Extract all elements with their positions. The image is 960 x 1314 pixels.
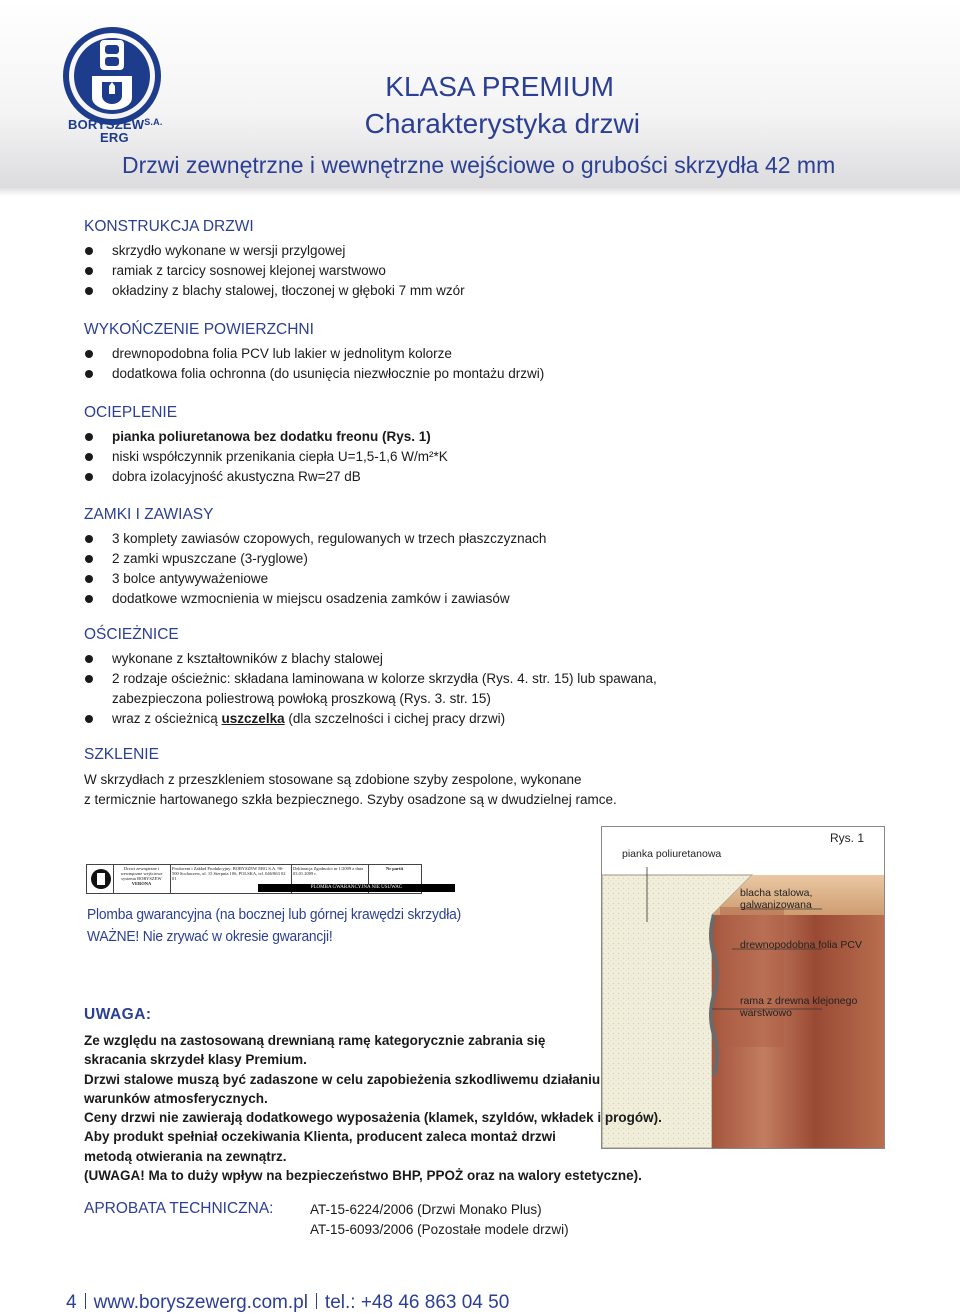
list-item-line: zabezpieczona poliestrową powłoką proszkową (Rys. 3. str. 15) bbox=[112, 691, 491, 706]
konstrukcja-list bbox=[84, 241, 465, 301]
list-item: 3 bolce antywyważeniowe bbox=[84, 569, 546, 589]
list-item-line: 2 rodzaje ościeżnic: składana laminowana w kolorze skrzydła (Rys. 4. str. 15) lub spawana, bbox=[112, 671, 657, 686]
seal-product-cell bbox=[113, 865, 169, 893]
callout-pvc: drewnopodobna folia PCV bbox=[740, 939, 863, 951]
uwaga-line: metodą otwierania na zewnątrz. bbox=[84, 1148, 287, 1164]
callout-foam: pianka poliuretanowa bbox=[622, 848, 722, 860]
uwaga-line: Ceny drzwi nie zawierają dodatkowego wyposażenia (klamek, szyldów, wkładek i progów). bbox=[84, 1110, 662, 1126]
text-part: wraz z ościeżnicą bbox=[112, 711, 222, 726]
list-item: wykonane z kształtowników z blachy stalowej bbox=[84, 649, 657, 669]
section-title-zamki: ZAMKI I ZAWIASY bbox=[84, 506, 214, 523]
callout-line: warstwowo bbox=[740, 1007, 792, 1019]
uwaga-line: skracania skrzydeł klasy Premium. bbox=[84, 1052, 307, 1068]
paragraph-line: z termicznie hartowanego szkła bezpiecznego. Szyby osadzone są w dwudzielnej ramce. bbox=[84, 792, 617, 807]
uwaga-line: Drzwi stalowe muszą być zadaszone w celu zapobieżenia szkodliwemu działaniu bbox=[84, 1071, 601, 1087]
list-item: okładziny z blachy stalowej, tłoczonej w głęboki 7 mm wzór bbox=[84, 281, 465, 301]
uwaga-line: Ze względu na zastosowaną drewnianą ramę kategorycznie zabrania się bbox=[84, 1033, 546, 1048]
header-divider bbox=[0, 188, 960, 196]
list-item: ramiak z tarcicy sosnowej klejonej warstwowo bbox=[84, 261, 465, 281]
list-item: skrzydło wykonane w wersji przylgowej bbox=[84, 241, 465, 261]
list-item bbox=[84, 669, 657, 709]
footer-phone: tel.: +48 46 863 04 50 bbox=[324, 1292, 510, 1313]
aprobata-line: AT-15-6224/2006 (Drzwi Monako Plus) bbox=[310, 1202, 542, 1217]
szklenie-paragraph bbox=[84, 770, 617, 810]
uwaga-title: UWAGA: bbox=[84, 1006, 152, 1023]
plomba-warning: WAŻNE! Nie zrywać w okresie gwarancji! bbox=[87, 928, 333, 945]
callout-line: galwanizowana bbox=[740, 899, 812, 911]
uwaga-line: (UWAGA! Ma to duży wpływ na bezpieczeństwo BHP, PPOŻ oraz na walory estetyczne). bbox=[84, 1168, 642, 1184]
page-number: 4 bbox=[66, 1292, 77, 1313]
seal-declaration-cell: Deklaracja Zgodności nr 1/2009 z dnia 03.01.2009 r. bbox=[291, 865, 367, 893]
text-part-bold: uszczelka bbox=[221, 711, 285, 726]
callout-line: rama z drewna klejonego bbox=[740, 995, 858, 1007]
aprobata-list bbox=[310, 1200, 569, 1240]
seal-model: VERONA bbox=[131, 881, 152, 886]
callout-steel bbox=[740, 887, 812, 911]
logo-wordmark: $BORYSZEW^{S.A.}$ ERG bbox=[68, 117, 163, 145]
warranty-seal bbox=[86, 864, 422, 894]
list-item: 3 komplety zawiasów czopowych, regulowanych w trzech płaszczyznach bbox=[84, 529, 546, 549]
uwaga-text bbox=[84, 1031, 662, 1185]
page-footer bbox=[66, 1292, 509, 1314]
list-item: dodatkowa folia ochronna (do usunięcia niezwłocznie po montażu drzwi) bbox=[84, 364, 544, 384]
section-title-wykonczenie: WYKOŃCZENIE POWIERZCHNI bbox=[84, 321, 314, 338]
oscieznice-list bbox=[84, 649, 657, 729]
list-item: niski współczynnik przenikania ciepła U=1,5-1,6 W/m²*K bbox=[84, 447, 448, 467]
section-title-konstrukcja: KONSTRUKCJA DRZWI bbox=[84, 218, 254, 235]
list-item: 2 zamki wpuszczane (3-ryglowe) bbox=[84, 549, 546, 569]
zamki-list bbox=[84, 529, 546, 609]
seal-text: Drzwi zewnętrzne i wewnętrzne wejściowe systemu BORYSZEW bbox=[120, 866, 163, 881]
list-item bbox=[84, 709, 657, 729]
list-item: dodatkowe wzmocnienia w miejscu osadzenia zamków i zawiasów bbox=[84, 589, 546, 609]
wykonczenie-list bbox=[84, 344, 544, 384]
uwaga-line: warunków atmosferycznych. bbox=[84, 1090, 268, 1106]
footer-separator bbox=[316, 1293, 317, 1309]
text-part: (dla szczelności i cichej pracy drzwi) bbox=[284, 711, 506, 726]
plomba-note bbox=[87, 904, 461, 948]
aprobata-line: AT-15-6093/2006 (Pozostałe modele drzwi) bbox=[310, 1222, 569, 1237]
section-title-szklenie: SZKLENIE bbox=[84, 746, 159, 763]
seal-batch-cell: Nr partii bbox=[368, 865, 420, 893]
header-description: Drzwi zewnętrzne i wewnętrzne wejściowe o grubości skrzydła 42 mm bbox=[122, 152, 836, 178]
section-title-oscieznice: OŚCIEŻNICE bbox=[84, 626, 179, 643]
seal-logo-icon bbox=[90, 868, 112, 890]
page-title: KLASA PREMIUM bbox=[385, 71, 614, 102]
footer-website-link[interactable]: www.boryszewerg.com.pl bbox=[93, 1292, 308, 1313]
section-title-ocieplenie: OCIEPLENIE bbox=[84, 404, 178, 421]
callout-line: blacha stalowa, bbox=[740, 887, 813, 899]
page-subtitle: Charakterystyka drzwi bbox=[364, 108, 640, 139]
paragraph-line: W skrzydłach z przeszkleniem stosowane są zdobione szyby zespolone, wykonane bbox=[84, 772, 582, 787]
aprobata-title: APROBATA TECHNICZNA: bbox=[84, 1200, 274, 1217]
list-item: pianka poliuretanowa bez dodatku freonu (Rys. 1) bbox=[84, 427, 448, 447]
ocieplenie-list bbox=[84, 427, 448, 487]
callout-frame bbox=[740, 995, 857, 1019]
figure-label: Rys. 1 bbox=[830, 831, 865, 845]
plomba-line: Plomba gwarancyjna (na bocznej lub górnej krawędzi skrzydła) bbox=[87, 906, 462, 923]
list-item: dobra izolacyjność akustyczna Rw=27 dB bbox=[84, 467, 448, 487]
footer-separator bbox=[85, 1293, 86, 1309]
uwaga-line: Aby produkt spełniał oczekiwania Klienta, producent zaleca montaż drzwi bbox=[84, 1129, 556, 1145]
seal-producer-cell: Producent i Zakład Produkcyjny: BORYSZEW ERG S.A. 96-500 Sochaczew, ul. 15 Sierpnia 106, POLSKA, tel. 046/863 02 01 bbox=[170, 865, 290, 893]
seal-bar: PLOMBA GWARANCYJNA NIE USUWAĆ bbox=[258, 884, 455, 892]
list-item: drewnopodobna folia PCV lub lakier w jednolitym kolorze bbox=[84, 344, 544, 364]
